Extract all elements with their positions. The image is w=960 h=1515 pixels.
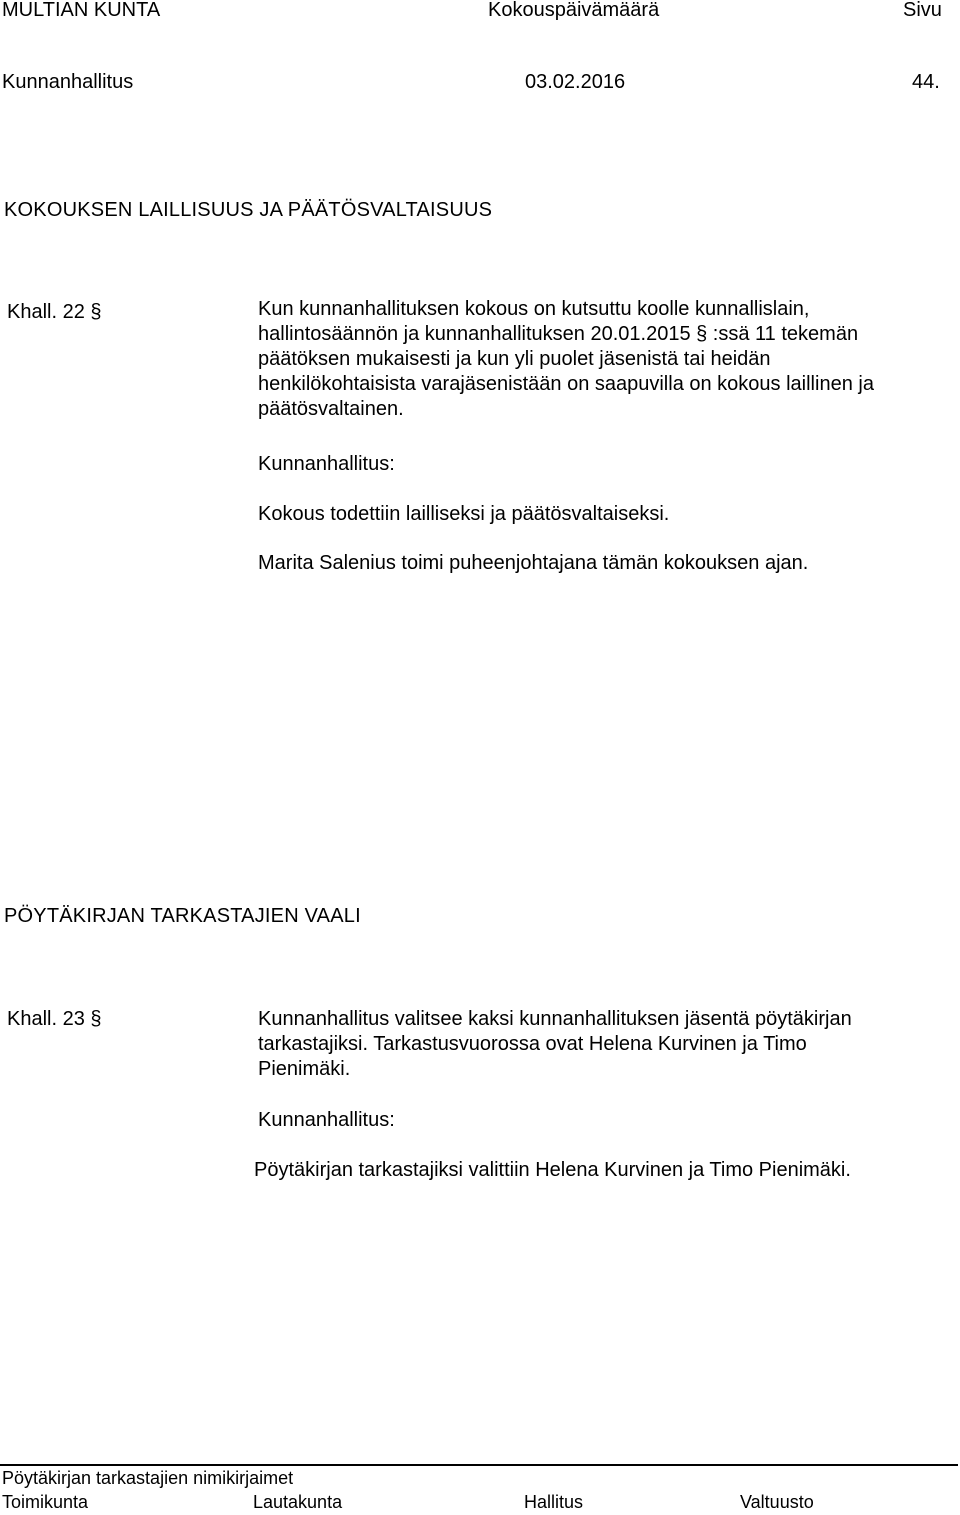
body-line: tarkastajiksi. Tarkastusvuorossa ovat Helena Kurvinen ja Timo — [258, 1033, 807, 1055]
section-title-legality: KOKOUKSEN LAILLISUUS JA PÄÄTÖSVALTAISUUS — [4, 199, 493, 221]
decision-text: Pöytäkirjan tarkastajiksi valittiin Helena Kurvinen ja Timo Pienimäki. — [254, 1159, 851, 1181]
section-ref-text: Khall. 22 — [7, 301, 85, 323]
decision-label: Kunnanhallitus: — [258, 453, 395, 475]
decision-label: Kunnanhallitus: — [258, 1109, 395, 1131]
section-symbol: § — [90, 1008, 102, 1030]
body-line: päätösvaltainen. — [258, 398, 404, 420]
section-ref-text: Khall. 23 — [7, 1008, 85, 1030]
body-line: Kun kunnanhallituksen kokous on kutsuttu koolle kunnallislain, — [258, 298, 810, 320]
section-body — [258, 1007, 948, 1082]
body-line: hallintosäännön ja kunnanhallituksen 20.01.2015 § :ssä 11 tekemän — [258, 323, 859, 345]
date-column-label: Kokouspäivämäärä — [488, 0, 660, 21]
section-title-inspectors: PÖYTÄKIRJAN TARKASTAJIEN VAALI — [4, 905, 361, 927]
footer-column-government: Hallitus — [524, 1492, 584, 1512]
section-symbol: § — [90, 301, 102, 323]
body-line: Kunnanhallitus valitsee kaksi kunnanhallituksen jäsentä pöytäkirjan — [258, 1008, 852, 1030]
body-line: päätöksen mukaisesti ja kun yli puolet jäsenistä tai heidän — [258, 348, 771, 370]
footer-title: Pöytäkirjan tarkastajien nimikirjaimet — [2, 1468, 294, 1488]
decision-text: Kokous todettiin lailliseksi ja päätösvaltaiseksi. — [258, 503, 670, 525]
body-line: henkilökohtaisista varajäsenistään on saapuvilla on kokous laillinen ja — [258, 373, 874, 395]
section-reference — [7, 300, 102, 325]
municipality-name: MULTIAN KUNTA — [2, 0, 161, 21]
section-reference — [7, 1007, 102, 1032]
meeting-date: 03.02.2016 — [525, 71, 626, 93]
page-number: 44. — [912, 71, 940, 93]
section-body — [258, 297, 948, 422]
body-line: Pienimäki. — [258, 1058, 351, 1080]
body-name: Kunnanhallitus — [2, 71, 134, 93]
footer-column-council: Valtuusto — [740, 1492, 814, 1512]
footer-column-committee: Toimikunta — [2, 1492, 89, 1512]
page-column-label: Sivu — [903, 0, 942, 21]
decision-text: Marita Salenius toimi puheenjohtajana tämän kokouksen ajan. — [258, 552, 809, 574]
footer-column-board: Lautakunta — [253, 1492, 343, 1512]
